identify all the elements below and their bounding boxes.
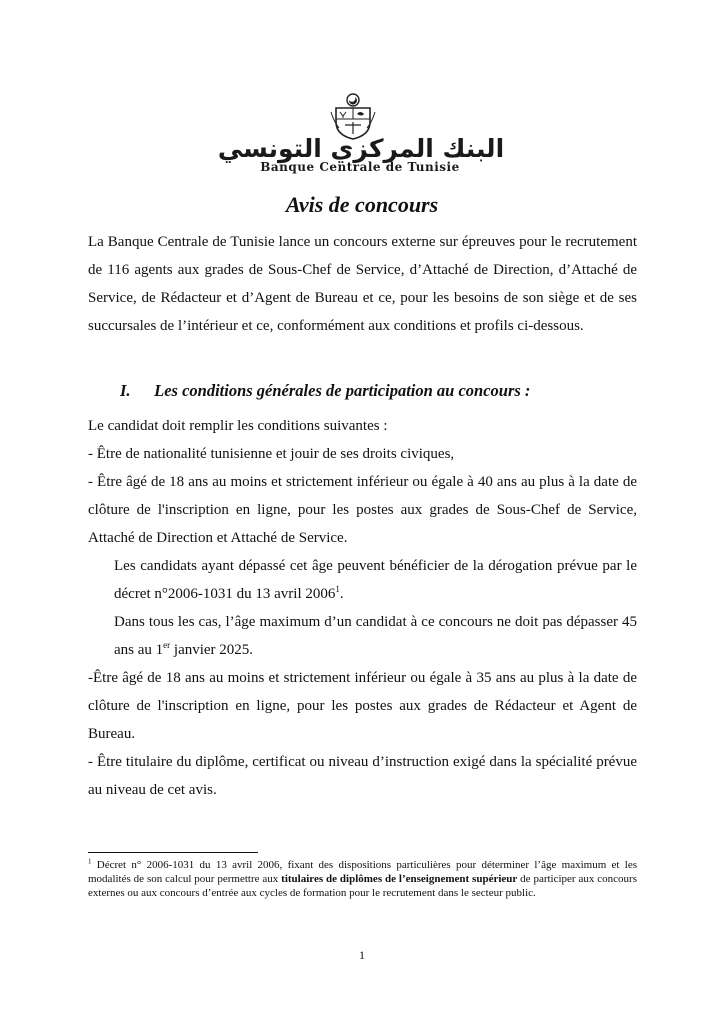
page-number: 1: [359, 948, 365, 962]
footnote: [88, 858, 637, 900]
derogation-text: Les candidats ayant dépassé cet âge peuvent bénéficier de la dérogation prévue par le décret n°2006-1031 du 13 avril 2006: [114, 558, 637, 602]
derogation-end: .: [339, 586, 344, 602]
bank-logo: [150, 92, 570, 182]
condition-age-35: -Être âgé de 18 ans au moins et strictement inférieur ou égale à 35 ans au plus à la date de clôture de l'inscription en ligne, pour les postes aux grades de Rédacteur et Agent de Bureau.: [88, 670, 637, 742]
footnote-reference: 1: [335, 584, 340, 594]
condition-diploma: - Être titulaire du diplôme, certificat ou niveau d’instruction exigé dans la spécialité prévue au niveau de cet avis.: [88, 754, 637, 798]
max-age-end: janvier 2025.: [170, 642, 254, 658]
bank-name-latin: Banque Centrale de Tunisie: [260, 160, 460, 174]
footnote-text-end: de participer aux concours externes ou aux concours d’entrée aux cycles de formation pour le recrutement dans le secteur public.: [88, 873, 637, 899]
bank-name-arabic: البنك المركزي التونسي: [217, 134, 505, 163]
footnote-separator: [88, 852, 258, 853]
footnote-text-start: Décret n° 2006-1031 du 13 avril 2006, fixant des dispositions particulières pour déterminer l’âge maximum et les modalités de son calcul pour permettre aux: [88, 859, 637, 885]
section-number: I.: [120, 381, 131, 400]
condition-nationality: - Être de nationalité tunisienne et jouir de ses droits civiques,: [88, 446, 455, 462]
footnote-number: 1: [88, 857, 92, 866]
intro-paragraph: La Banque Centrale de Tunisie lance un concours externe sur épreuves pour le recrutement de 116 agents aux grades de Sous-Chef de Service, d’Attaché de Direction, d’Attaché de Service, de Rédacteur et d’Agent de Bureau et ce, pour les besoins de son siège et de ses succursales de l’intérieur et ce, conformément aux conditions et profils ci-dessous.: [88, 234, 637, 334]
section-heading: [120, 381, 640, 401]
section-title: Les conditions générales de participation au concours :: [154, 381, 531, 400]
footnote-text-bold: titulaires de diplômes de l’enseignement supérieur: [281, 873, 518, 885]
ordinal-superscript: er: [163, 640, 171, 650]
coat-of-arms-icon: [330, 92, 376, 140]
conditions-lead: Le candidat doit remplir les conditions suivantes :: [88, 418, 388, 434]
condition-derogation: [88, 552, 637, 608]
condition-max-age: [88, 608, 637, 664]
condition-age-40: - Être âgé de 18 ans au moins et strictement inférieur ou égale à 40 ans au plus à la date de clôture de l'inscription en ligne, pour les postes aux grades de Sous-Chef de Service, Attaché de Direction et Attaché de Service.: [88, 474, 637, 546]
max-age-text: Dans tous les cas, l’âge maximum d’un candidat à ce concours ne doit pas dépasser 45 ans au 1: [114, 614, 637, 658]
conditions-list: [88, 412, 637, 804]
page-title: Avis de concours: [285, 192, 439, 217]
